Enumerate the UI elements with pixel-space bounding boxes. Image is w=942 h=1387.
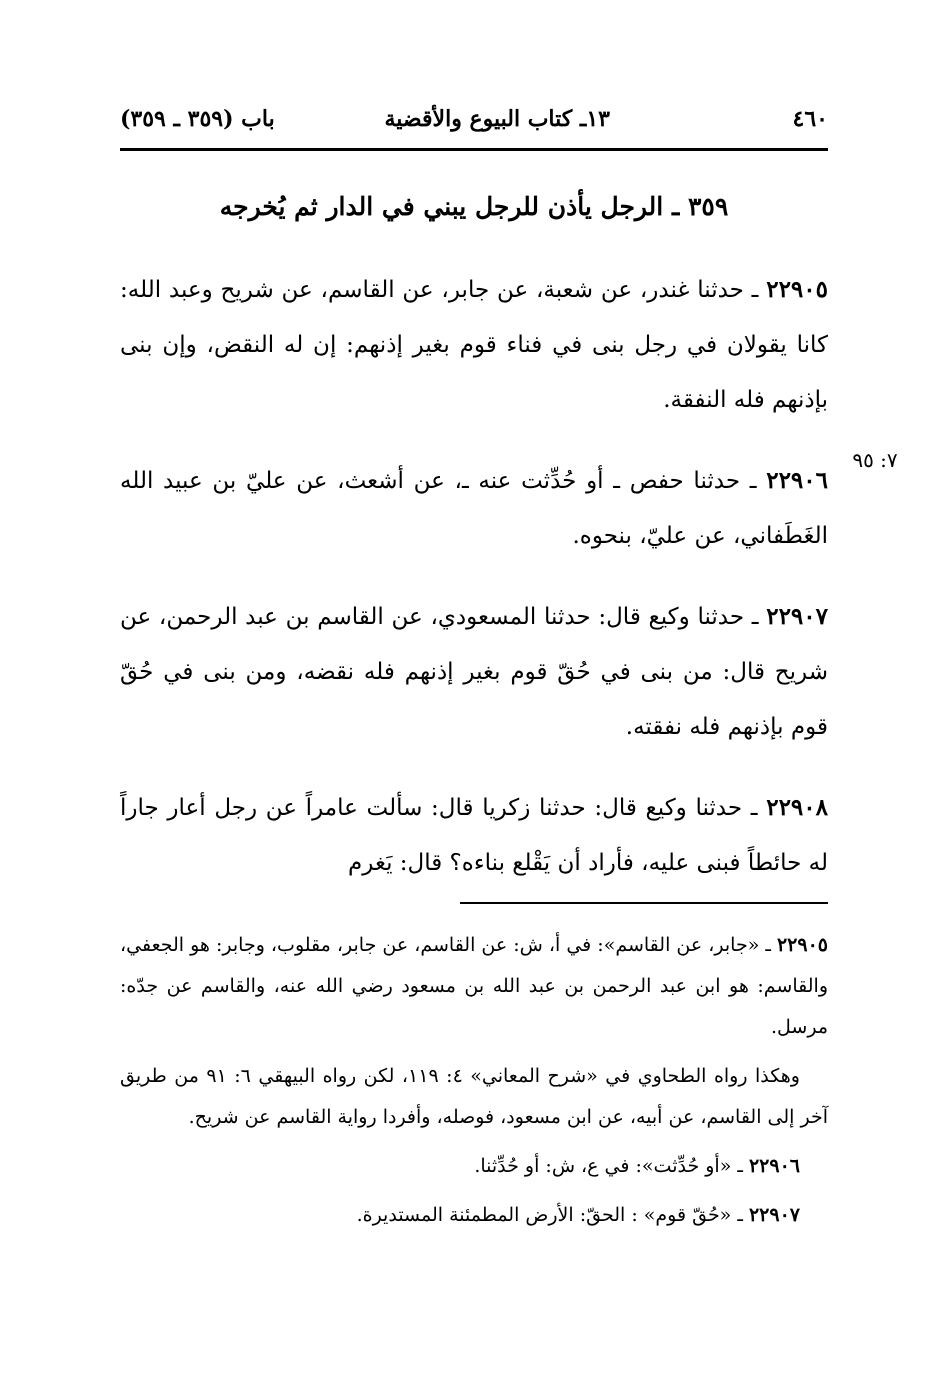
main-text: [120, 262, 828, 916]
footnote-rule: [460, 902, 828, 904]
footnote-number: ٢٢٩٠٥: [776, 934, 828, 956]
hadith-paragraph: [120, 453, 828, 564]
running-header: [120, 100, 828, 140]
page-number: ٤٦٠: [792, 106, 828, 132]
hadith-text: ـ حدثنا وكيع قال: حدثنا زكريا قال: سألت عامراً عن رجل أعار جاراً له حائطاً فبنى عليه، فأراد أن يَقْلع بناءه؟ قال: يَغرم: [120, 795, 828, 876]
footnote: [120, 1146, 828, 1187]
chapter-range: باب (٣٥٩ ـ ٣٥٩): [120, 106, 275, 132]
footnote-text: ـ «جابر، عن القاسم»: في أ، ش: عن القاسم، عن جابر، مقلوب، وجابر: هو الجعفي، والقاسم: هو ابن عبد الرحمن بن عبد الله بن مسعود رضي الله عنه، والقاسم عن جدّه: مرسل.: [120, 934, 828, 1038]
hadith-text: ـ حدثنا وكيع قال: حدثنا المسعودي، عن القاسم بن عبد الرحمن، عن شريح قال: من بنى في حُقّ قوم بغير إذنهم فله نقضه، ومن بنى في حُقّ قوم بإذنهم فله نفقته.: [120, 604, 828, 740]
footnote-text: وهكذا رواه الطحاوي في «شرح المعاني» ٤: ١١٩، لكن رواه البيهقي ٦: ٩١ من طريق آخر إلى القاسم، عن أبيه، عن ابن مسعود، فوصله، وأفردا رواية القاسم عن شريح.: [120, 1065, 828, 1128]
margin-reference: ٧: ٩٥: [852, 448, 898, 472]
footnote-number: ٢٢٩٠٦: [748, 1155, 800, 1177]
hadith-paragraph: [120, 262, 828, 428]
footnote-text: ـ «أو حُدِّثت»: في ع، ش: أو حُدِّثنا.: [474, 1155, 749, 1177]
footnote: [120, 1195, 828, 1236]
hadith-paragraph: [120, 780, 828, 891]
header-rule: [120, 148, 828, 151]
hadith-number: ٢٢٩٠٥: [766, 276, 828, 303]
footnotes: [120, 925, 828, 1244]
hadith-number: ٢٢٩٠٧: [766, 603, 828, 630]
chapter-title: ٣٥٩ ـ الرجل يأذن للرجل يبني في الدار ثم يُخرجه: [219, 192, 729, 221]
hadith-number: ٢٢٩٠٦: [766, 467, 828, 494]
hadith-text: ـ حدثنا غندر، عن شعبة، عن جابر، عن القاسم، عن شريح وعبد الله: كانا يقولان في رجل بنى في فناء قوم بغير إذنهم: إن له النقض، وإن بنى بإذنهم فله النفقة.: [120, 277, 828, 413]
hadith-paragraph: [120, 589, 828, 755]
footnote: [120, 925, 828, 1048]
footnote-text: ـ «حُقّ قوم» : الحقّ: الأرض المطمئنة المستديرة.: [356, 1204, 749, 1226]
hadith-text: ـ حدثنا حفص ـ أو حُدِّثت عنه ـ، عن أشعث، عن عليّ بن عبيد الله الغَطَفاني، عن عليّ، بنحوه.: [120, 468, 828, 549]
book-title: ١٣ـ كتاب البيوع والأقضية: [384, 106, 610, 132]
footnote: [120, 1056, 828, 1138]
hadith-number: ٢٢٩٠٨: [766, 794, 828, 821]
footnote-number: ٢٢٩٠٧: [748, 1204, 800, 1226]
